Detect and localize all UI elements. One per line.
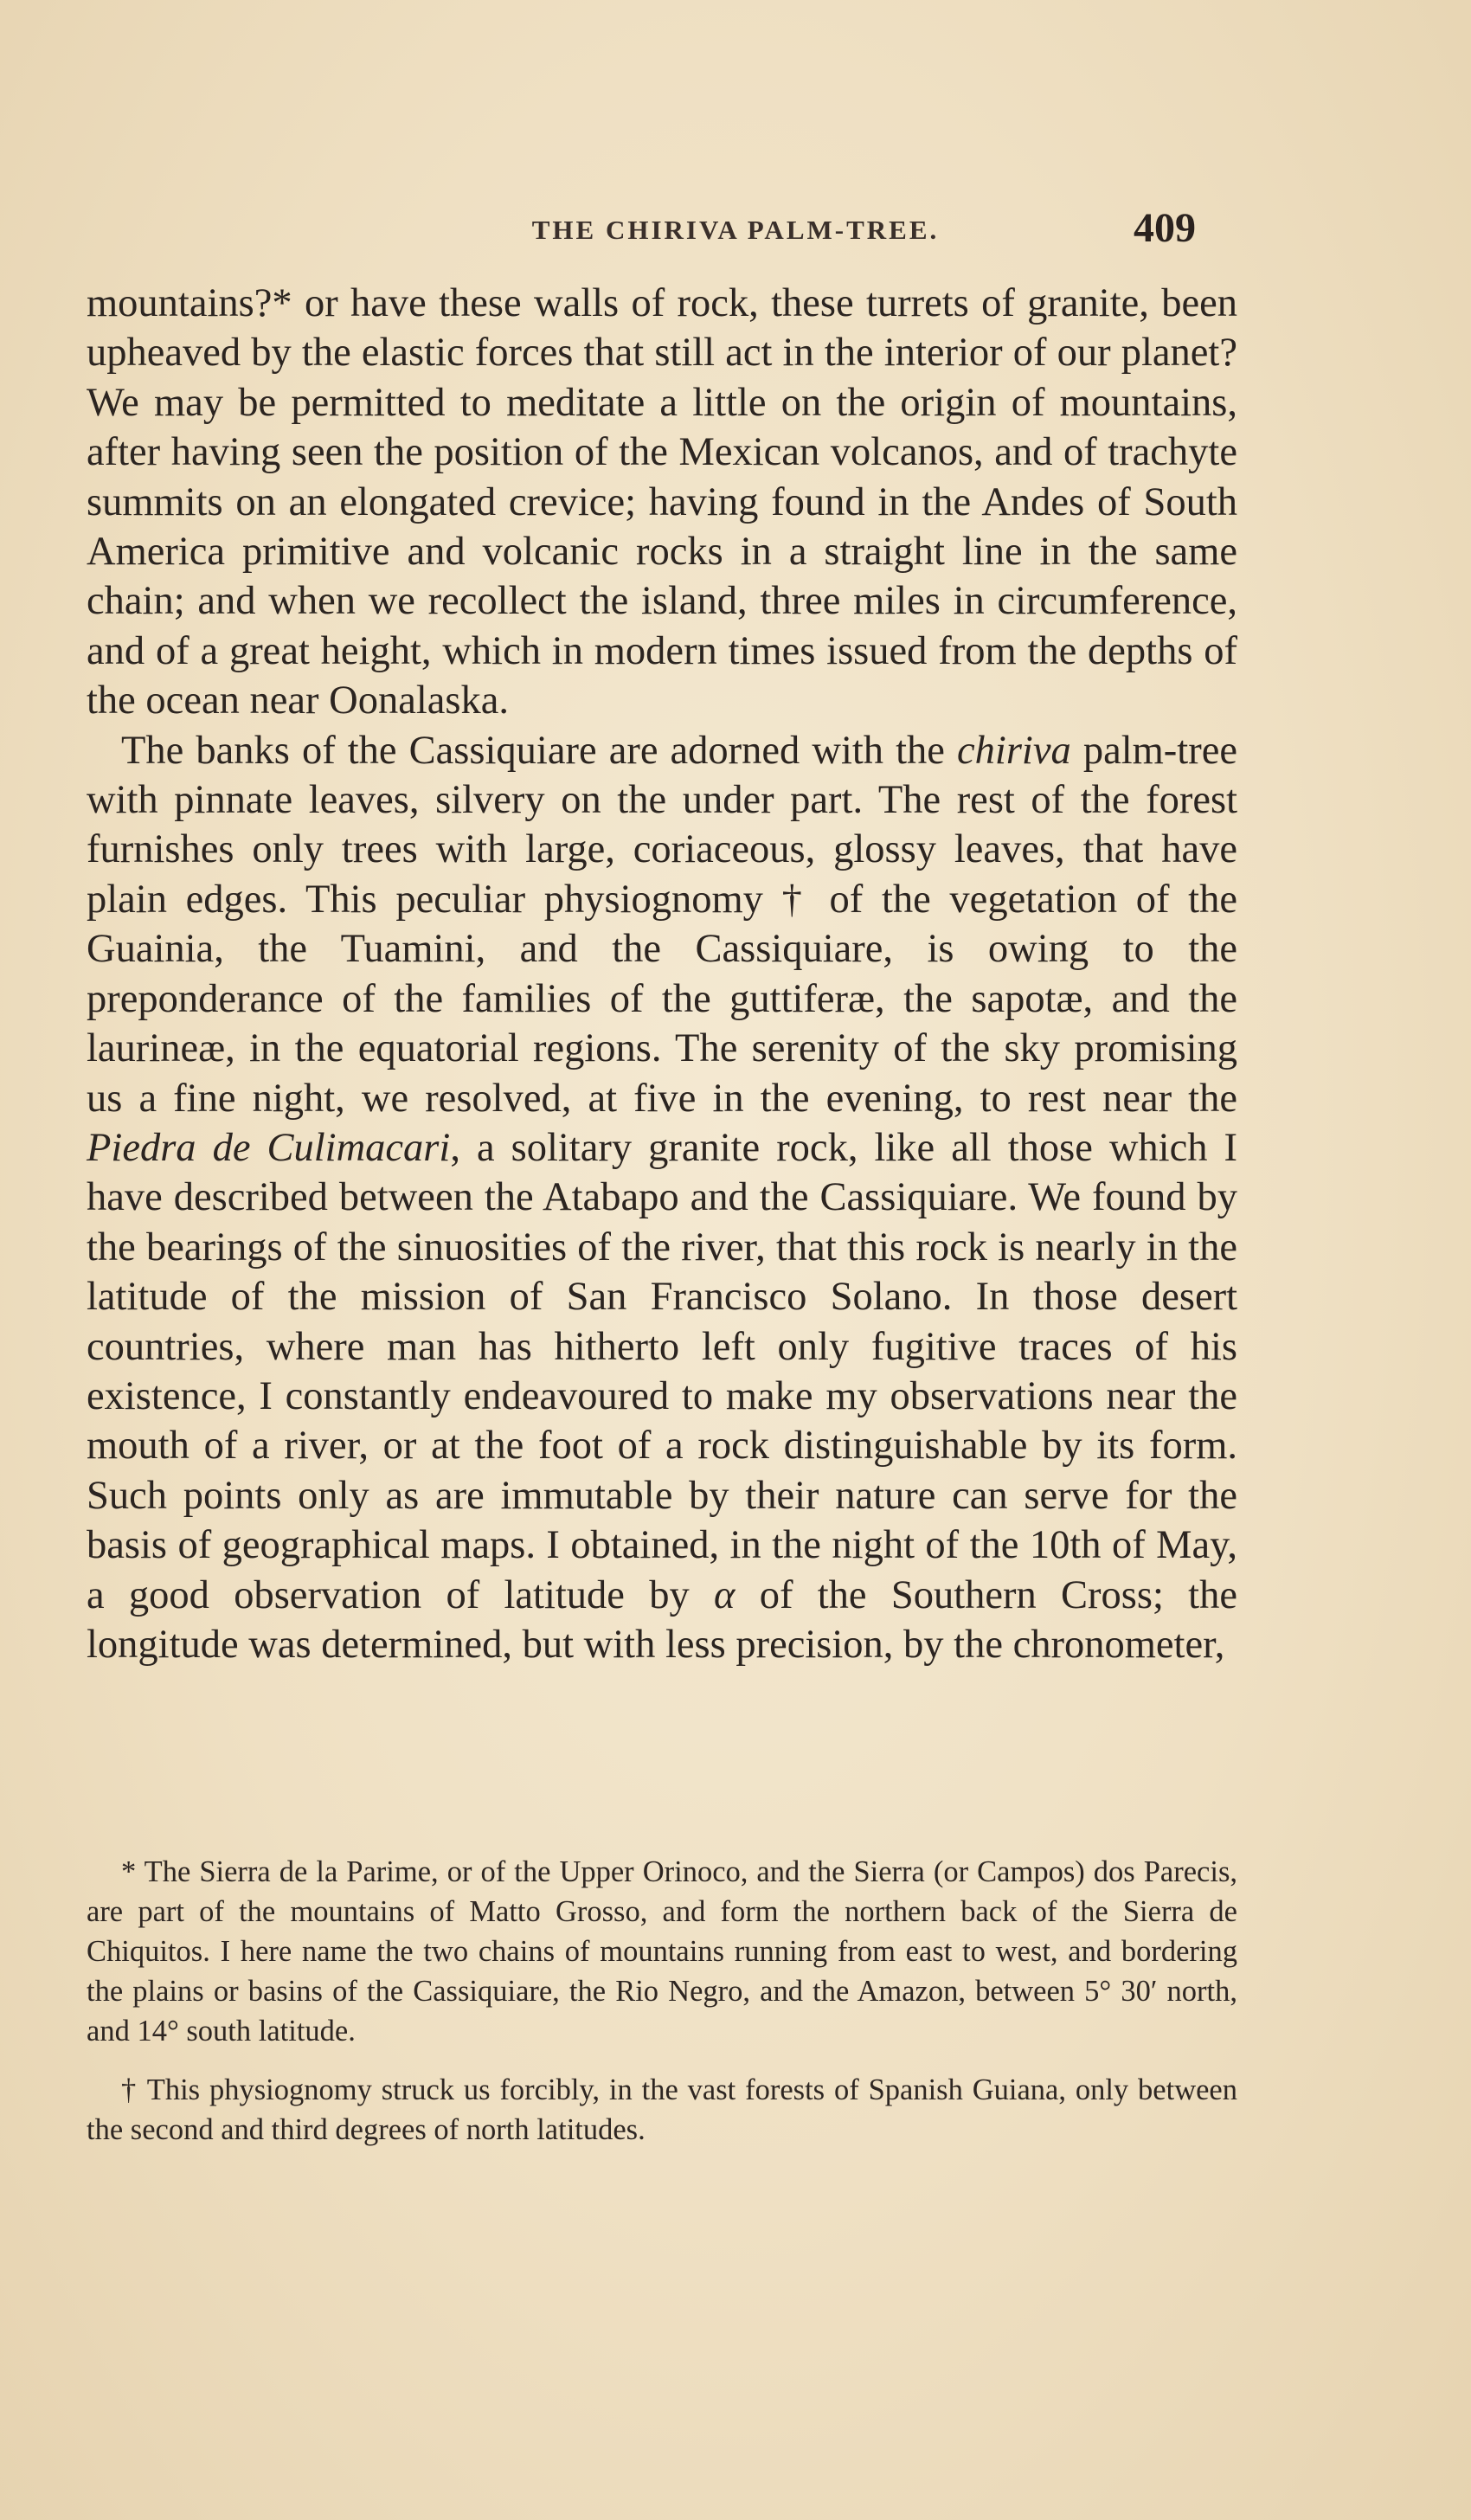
paragraph-2-text-2: palm-tree with pinnate leaves, silvery on the under part. The rest of the forest furnishes only trees with large, coriaceous, glossy leaves, that have plain edges. This peculiar physiognomy † of the vegetation of the Guainia, the Tuamini, and the Cassiquiare, is owing to the preponderance of the families of the guttiferæ, the sapotæ, and the laurineæ, in the equatorial regions. The serenity of the sky promising us a fine night, we resolved, at five in the evening, to rest near the bbox=[87, 728, 1237, 1121]
chiriva-italic: chiriva bbox=[957, 728, 1071, 773]
footnote-1: * The Sierra de la Parime, or of the Upper Orinoco, and the Sierra (or Campos) dos Parecis, are part of the mountains of Matto Grosso, and form the northern back of the Sierra de Chiquitos. I here name the two chains of mountains running from east to west, and bordering the plains or basins of the Cassiquiare, the Rio Negro, and the Amazon, between 5° 30′ north, and 14° south latitude. bbox=[87, 1855, 1237, 2048]
paragraph-2-text-4: of the Southern Cross; the longitude was determined, but with less precision, by the chronometer, bbox=[87, 1572, 1237, 1667]
alpha-italic: α bbox=[714, 1572, 736, 1617]
piedra-de-culimacari-italic: Piedra de Culimacari bbox=[87, 1125, 451, 1170]
footnote-2: † This physiognomy struck us forcibly, in the vast forests of Spanish Guiana, only between the second and third degrees of north latitudes. bbox=[87, 2073, 1237, 2146]
running-head bbox=[0, 204, 1471, 256]
running-title: THE CHIRIVA PALM-TREE. bbox=[531, 215, 940, 245]
paragraph-1: mountains?* or have these walls of rock, these turrets of granite, been upheaved by the elastic forces that still act in the interior of our planet? We may be permitted to meditate a little on the origin of mountains, after having seen the position of the Mexican volcanos, and of trachyte summits on an elongated crevice; having found in the Andes of South America primitive and volcanic rocks in a straight line in the same chain; and when we recollect the island, three miles in circumference, and of a great height, which in modern times issued from the depths of the ocean near Oonalaska. bbox=[87, 281, 1237, 723]
paragraph-2-text-3: , a solitary granite rock, like all those which I have described between the Atabapo and the Cassiquiare. We found by the bearings of the sinuosities of the river, that this rock is nearly in the latitude of the mission of San Francisco Solano. In those desert countries, where man has hitherto left only fugitive traces of his existence, I constantly endeavoured to make my observations near the mouth of a river, or at the foot of a rock distinguishable by its form. Such points only as are immutable by their nature can serve for the basis of geographical maps. I obtained, in the night of the 10th of May, a good observation of latitude by bbox=[87, 1125, 1237, 1617]
footnotes bbox=[87, 1852, 1237, 2169]
page-number: 409 bbox=[1134, 205, 1196, 251]
paragraph-2-text-1: The banks of the Cassiquiare are adorned with the bbox=[121, 728, 958, 773]
paragraph-2 bbox=[87, 726, 1237, 1670]
body-text bbox=[87, 279, 1237, 1669]
